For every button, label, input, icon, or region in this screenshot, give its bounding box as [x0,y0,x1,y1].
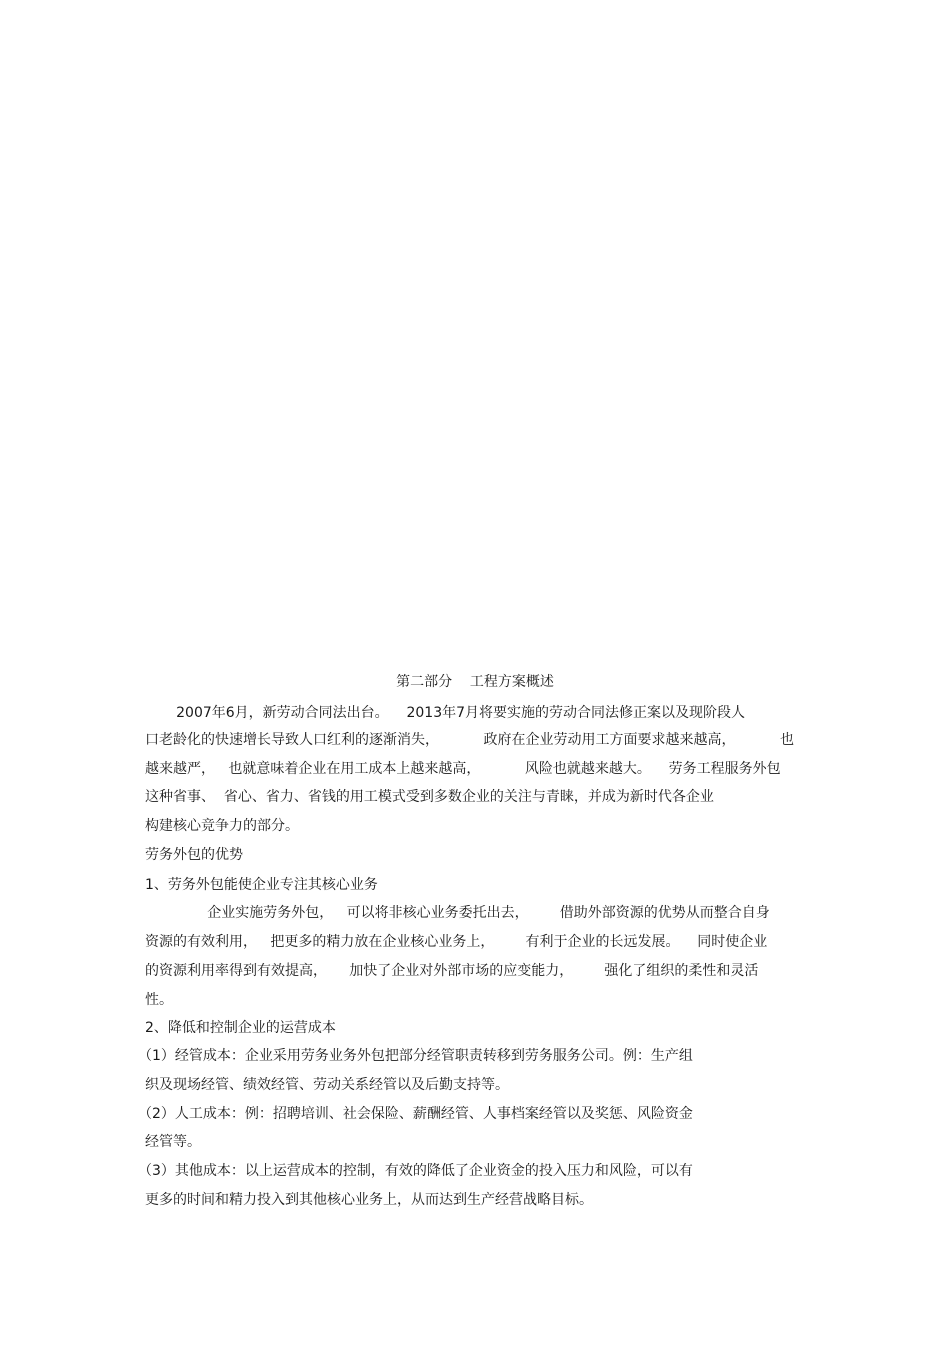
paragraph-line: 越来越严， 也就意味着企业在用工成本上越来越高， 风险也就越来越大。 劳务工程服务外包 [145,761,781,777]
paragraph-line: 更多的时间和精力投入到其他核心业务上，从而达到生产经营战略目标。 [145,1192,593,1208]
paragraph-line: 企业实施劳务外包， 可以将非核心业务委托出去， 借助外部资源的优势从而整合自身 [145,905,770,921]
subheading: 劳务外包的优势 [145,847,243,863]
paragraph-line: 的资源利用率得到有效提高， 加快了企业对外部市场的应变能力， 强化了组织的柔性和灵活 [145,963,759,979]
paragraph-line: （2）人工成本：例：招聘培训、社会保险、薪酬经管、人事档案经管以及奖惩、风险资金 [138,1106,693,1122]
paragraph-line: 2007年6月，新劳动合同法出台。 2013年7月将要实施的劳动合同法修正案以及现阶段人 [145,705,746,721]
section-title: 第二部分 工程方案概述 [396,674,554,690]
subheading: 1、劳务外包能使企业专注其核心业务 [145,877,378,893]
paragraph-line: 构建核心竞争力的部分。 [145,818,299,834]
paragraph-line: 经管等。 [145,1134,201,1150]
paragraph-line: 这种省事、 省心、省力、省钱的用工模式受到多数企业的关注与青睐，并成为新时代各企业 [145,789,714,805]
paragraph-line: （3）其他成本：以上运营成本的控制，有效的降低了企业资金的投入压力和风险，可以有 [138,1163,693,1179]
paragraph-line: 口老龄化的快速增长导致人口红利的逐渐消失， 政府在企业劳动用工方面要求越来越高， 也 [145,732,795,748]
paragraph-line: 性。 [145,992,173,1008]
paragraph-line: （1）经管成本：企业采用劳务业务外包把部分经管职责转移到劳务服务公司。例：生产组 [138,1048,693,1064]
paragraph-line: 织及现场经管、绩效经管、劳动关系经管以及后勤支持等。 [145,1077,509,1093]
subheading: 2、降低和控制企业的运营成本 [145,1020,336,1036]
paragraph-line: 资源的有效利用， 把更多的精力放在企业核心业务上， 有利于企业的长远发展。 同时使企业 [145,934,768,950]
